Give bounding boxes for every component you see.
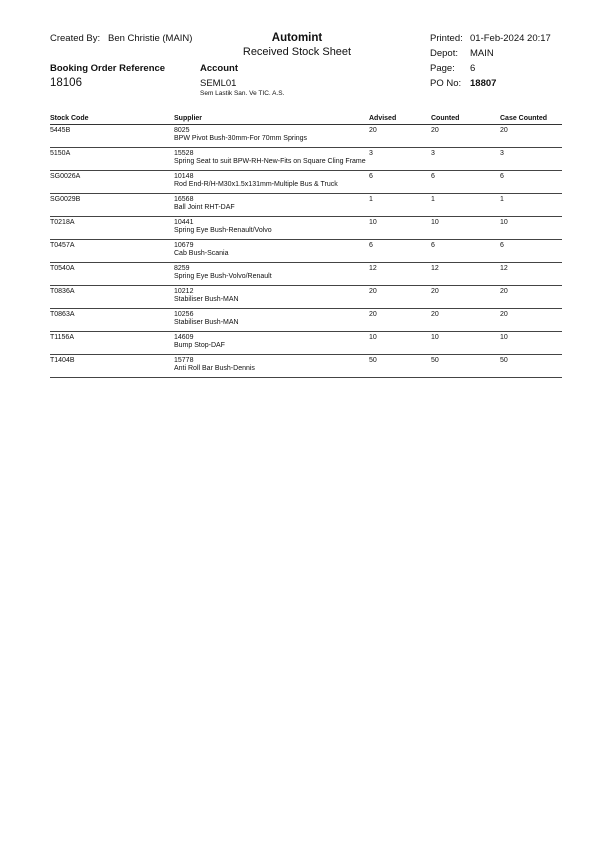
advised-qty: 50 bbox=[369, 357, 377, 364]
counted-qty: 3 bbox=[431, 150, 435, 157]
advised-qty: 12 bbox=[369, 265, 377, 272]
stock-code: T0540A bbox=[50, 265, 75, 272]
supplier-code: 10212 bbox=[174, 288, 194, 295]
supplier-code: 10256 bbox=[174, 311, 194, 318]
advised-qty: 6 bbox=[369, 242, 373, 249]
printed-value: 01-Feb-2024 20:17 bbox=[470, 33, 551, 44]
account-name: Sem Lastik San. Ve TIC. A.S. bbox=[200, 90, 285, 97]
stock-code: SG0026A bbox=[50, 173, 81, 180]
page-label: Page: bbox=[430, 63, 455, 74]
item-description: Spring Eye Bush-Renault/Volvo bbox=[174, 227, 272, 234]
case-counted-qty: 20 bbox=[500, 311, 508, 318]
stock-code: T0457A bbox=[50, 242, 75, 249]
company-title: Automint bbox=[271, 32, 323, 44]
col-header-stock-code: Stock Code bbox=[50, 115, 89, 122]
table-row bbox=[50, 309, 562, 332]
booking-ref-value: 18106 bbox=[50, 77, 82, 89]
case-counted-qty: 1 bbox=[500, 196, 504, 203]
item-description: Stabiliser Bush-MAN bbox=[174, 319, 239, 326]
supplier-code: 15778 bbox=[174, 357, 194, 364]
table-row bbox=[50, 217, 562, 240]
stock-code: T0863A bbox=[50, 311, 75, 318]
advised-qty: 20 bbox=[369, 127, 377, 134]
po-label: PO No: bbox=[430, 78, 462, 89]
advised-qty: 20 bbox=[369, 311, 377, 318]
counted-qty: 6 bbox=[431, 242, 435, 249]
item-description: Spring Eye Bush-Volvo/Renault bbox=[174, 273, 272, 280]
depot-label: Depot: bbox=[430, 48, 458, 59]
supplier-code: 14609 bbox=[174, 334, 194, 341]
advised-qty: 10 bbox=[369, 334, 377, 341]
case-counted-qty: 20 bbox=[500, 127, 508, 134]
stock-code: T0836A bbox=[50, 288, 75, 295]
case-counted-qty: 10 bbox=[500, 219, 508, 226]
counted-qty: 20 bbox=[431, 311, 439, 318]
col-header-advised: Advised bbox=[369, 115, 397, 122]
counted-qty: 10 bbox=[431, 334, 439, 341]
item-description: Anti Roll Bar Bush-Dennis bbox=[174, 365, 255, 372]
created-by-value: Ben Christie (MAIN) bbox=[108, 33, 193, 44]
supplier-code: 8025 bbox=[174, 127, 190, 134]
case-counted-qty: 6 bbox=[500, 242, 504, 249]
row-rule bbox=[50, 377, 562, 378]
advised-qty: 6 bbox=[369, 173, 373, 180]
stock-code: T1404B bbox=[50, 357, 75, 364]
table-row bbox=[50, 355, 562, 378]
table-row bbox=[50, 332, 562, 355]
case-counted-qty: 6 bbox=[500, 173, 504, 180]
account-value: SEML01 bbox=[200, 78, 237, 89]
counted-qty: 20 bbox=[431, 288, 439, 295]
stock-code: T1156A bbox=[50, 334, 74, 341]
case-counted-qty: 20 bbox=[500, 288, 508, 295]
po-value: 18807 bbox=[470, 78, 497, 89]
supplier-code: 10679 bbox=[174, 242, 194, 249]
counted-qty: 6 bbox=[431, 173, 435, 180]
counted-qty: 12 bbox=[431, 265, 439, 272]
item-description: Spring Seat to suit BPW-RH-New-Fits on Square Cling Frame bbox=[174, 158, 366, 165]
stock-code: 5150A bbox=[50, 150, 71, 157]
sheet-title: Received Stock Sheet bbox=[242, 46, 352, 58]
printed-label: Printed: bbox=[430, 33, 463, 44]
item-description: Bump Stop-DAF bbox=[174, 342, 225, 349]
supplier-code: 8259 bbox=[174, 265, 190, 272]
advised-qty: 1 bbox=[369, 196, 373, 203]
supplier-code: 10148 bbox=[174, 173, 194, 180]
counted-qty: 20 bbox=[431, 127, 439, 134]
advised-qty: 20 bbox=[369, 288, 377, 295]
case-counted-qty: 12 bbox=[500, 265, 508, 272]
advised-qty: 10 bbox=[369, 219, 377, 226]
item-description: Stabiliser Bush-MAN bbox=[174, 296, 239, 303]
case-counted-qty: 10 bbox=[500, 334, 508, 341]
item-description: Rod End-R/H-M30x1.5x131mm-Multiple Bus & Truck bbox=[174, 181, 338, 188]
table-row bbox=[50, 125, 562, 148]
table-row bbox=[50, 263, 562, 286]
page-value: 6 bbox=[470, 63, 476, 74]
depot-value: MAIN bbox=[470, 48, 494, 59]
counted-qty: 1 bbox=[431, 196, 435, 203]
created-by-label: Created By: bbox=[50, 33, 101, 44]
case-counted-qty: 50 bbox=[500, 357, 508, 364]
table-row bbox=[50, 148, 562, 171]
counted-qty: 50 bbox=[431, 357, 439, 364]
booking-ref-label: Booking Order Reference bbox=[50, 63, 166, 74]
stock-code: T0218A bbox=[50, 219, 75, 226]
stock-code: 5445B bbox=[50, 127, 71, 134]
supplier-code: 15528 bbox=[174, 150, 194, 157]
account-label: Account bbox=[200, 63, 238, 74]
table-row bbox=[50, 286, 562, 309]
supplier-code: 10441 bbox=[174, 219, 194, 226]
supplier-code: 16568 bbox=[174, 196, 194, 203]
col-header-case-counted: Case Counted bbox=[500, 115, 548, 122]
case-counted-qty: 3 bbox=[500, 150, 504, 157]
item-description: BPW Pivot Bush-30mm-For 70mm Springs bbox=[174, 135, 308, 142]
item-description: Ball Joint RHT-DAF bbox=[174, 204, 235, 211]
stock-code: SG0029B bbox=[50, 196, 81, 203]
table-row bbox=[50, 194, 562, 217]
table-row bbox=[50, 171, 562, 194]
table-row bbox=[50, 240, 562, 263]
item-description: Cab Bush-Scania bbox=[174, 250, 229, 257]
col-header-counted: Counted bbox=[431, 115, 460, 122]
counted-qty: 10 bbox=[431, 219, 439, 226]
advised-qty: 3 bbox=[369, 150, 373, 157]
col-header-supplier: Supplier bbox=[174, 115, 203, 122]
